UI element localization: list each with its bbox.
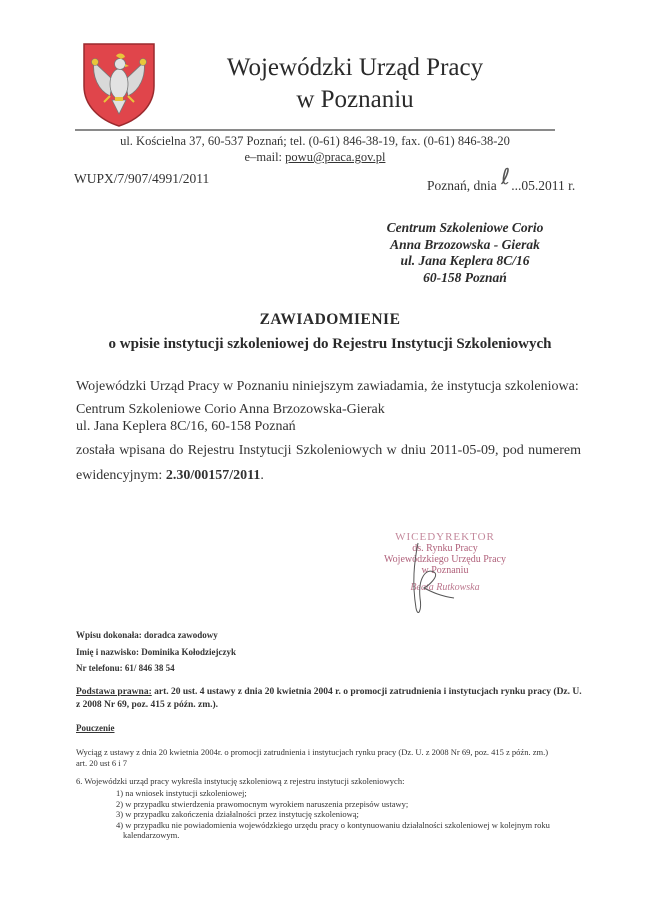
handwritten-day: ℓ: [501, 165, 511, 190]
list-item: 4) w przypadku nie powiadomienia wojewódzkiego urzędu pracy o kontynuowaniu działalności szkoleniowej w kolejnym roku: [116, 819, 550, 830]
letterhead-divider: [75, 129, 555, 131]
handwritten-signature-icon: [388, 538, 468, 628]
registry-label: ewidencyjnym:: [76, 468, 166, 483]
legal-basis-label: Podstawa prawna:: [76, 687, 152, 697]
email-label: e–mail:: [244, 150, 286, 164]
contact-name: Imię i nazwisko: Dominika Kołodziejczyk: [76, 646, 236, 657]
contact-block: [76, 627, 236, 677]
list-item-continuation: kalendarzowym.: [123, 830, 180, 840]
recipient-block: [360, 220, 570, 286]
recipient-line: Centrum Szkoleniowe Corio: [386, 220, 544, 235]
date-prefix: Poznań, dnia: [427, 178, 501, 193]
recipient-line: 60-158 Poznań: [423, 269, 507, 285]
list-item: 3) w przypadku zakończenia działalności przez instytucję szkoleniową;: [116, 809, 359, 819]
institution-address: ul. Jana Keplera 8C/16, 60-158 Poznań: [76, 419, 296, 434]
letterhead-address: [75, 133, 555, 165]
list-item: 2) w przypadku stwierdzenia prawomocnym wyrokiem naruszenia przepisów ustawy;: [116, 798, 409, 809]
recipient-line: Anna Brzozowska - Gierak: [390, 236, 540, 252]
stamp-line: w Poznaniu: [421, 565, 469, 576]
stamp-signatory: Beata Rutkowska: [410, 582, 480, 593]
document-title: ZAWIADOMIENIE: [259, 311, 401, 328]
registration-line: została wpisana do Rejestru Instytucji Szkoleniowych w dniu 2011-05-09, pod numerem: [76, 443, 581, 458]
extract-article: art. 20 ust 6 i 7: [76, 757, 127, 768]
date-suffix: ...05.2011 r.: [511, 178, 576, 193]
entered-by: Wpisu dokonała: doradca zawodowy: [76, 630, 218, 640]
contact-phone: Nr telefonu: 61/ 846 38 54: [76, 663, 175, 673]
email-line: [75, 149, 555, 165]
organization-name-line2: w Poznaniu: [296, 86, 414, 113]
list-item: 1) na wniosek instytucji szkoleniowej;: [116, 788, 247, 798]
document-subtitle: o wpisie instytucji szkoleniowej do Rejestru Instytucji Szkoleniowych: [108, 336, 552, 352]
registry-end: .: [260, 468, 264, 483]
registry-number: 2.30/00157/2011: [165, 468, 261, 483]
law-extract: [76, 747, 591, 768]
registry-number-line: [76, 467, 581, 484]
stamp-line: ds. Rynku Pracy: [412, 543, 478, 554]
extract-text: Wyciąg z ustawy z dnia 20 kwietnia 2004r. o promocji zatrudnienia i instytucjach rynku pracy (Dz. U. z 2008 Nr 69, poz. 415 z późn. zm.): [76, 747, 549, 757]
organization-name-line1: Wojewódzki Urząd Pracy: [226, 54, 484, 81]
email-link[interactable]: powu@praca.gov.pl: [285, 150, 386, 164]
point-6: 6. Wojewódzki urząd pracy wykreśla instytucję szkoleniową z rejestru instytucji szkoleniowych:: [76, 776, 405, 786]
legal-basis: [76, 686, 586, 712]
institution-name: Centrum Szkoleniowe Corio Anna Brzozowska-Gierak: [76, 402, 385, 417]
organization-name: [160, 52, 550, 116]
instruction-heading: Pouczenie: [76, 723, 115, 733]
reference-number: WUPX/7/907/4991/2011: [74, 171, 210, 186]
address-line: ul. Kościelna 37, 60-537 Poznań; tel. (0-61) 846-38-19, fax. (0-61) 846-38-20: [120, 134, 510, 148]
date-line: [427, 165, 576, 196]
legal-basis-text: art. 20 ust. 4 ustawy z dnia 20 kwietnia 2004 r. o promocji zatrudnienia i instytucjach rynku pracy (Dz. U. z 2008 Nr 69, poz. 415 z późn. zm.).: [76, 687, 582, 710]
stamp-line: WICEDYREKTOR: [395, 531, 495, 543]
coat-of-arms-eagle-icon: [80, 40, 158, 128]
body-intro: Wojewódzki Urząd Pracy w Poznaniu niniejszym zawiadamia, że instytucja szkoleniowa:: [76, 379, 579, 394]
recipient-line: ul. Jana Keplera 8C/16: [400, 253, 530, 268]
stamp-line: Wojewódzkiego Urzędu Pracy: [384, 554, 506, 565]
removal-conditions-list: [116, 788, 586, 841]
